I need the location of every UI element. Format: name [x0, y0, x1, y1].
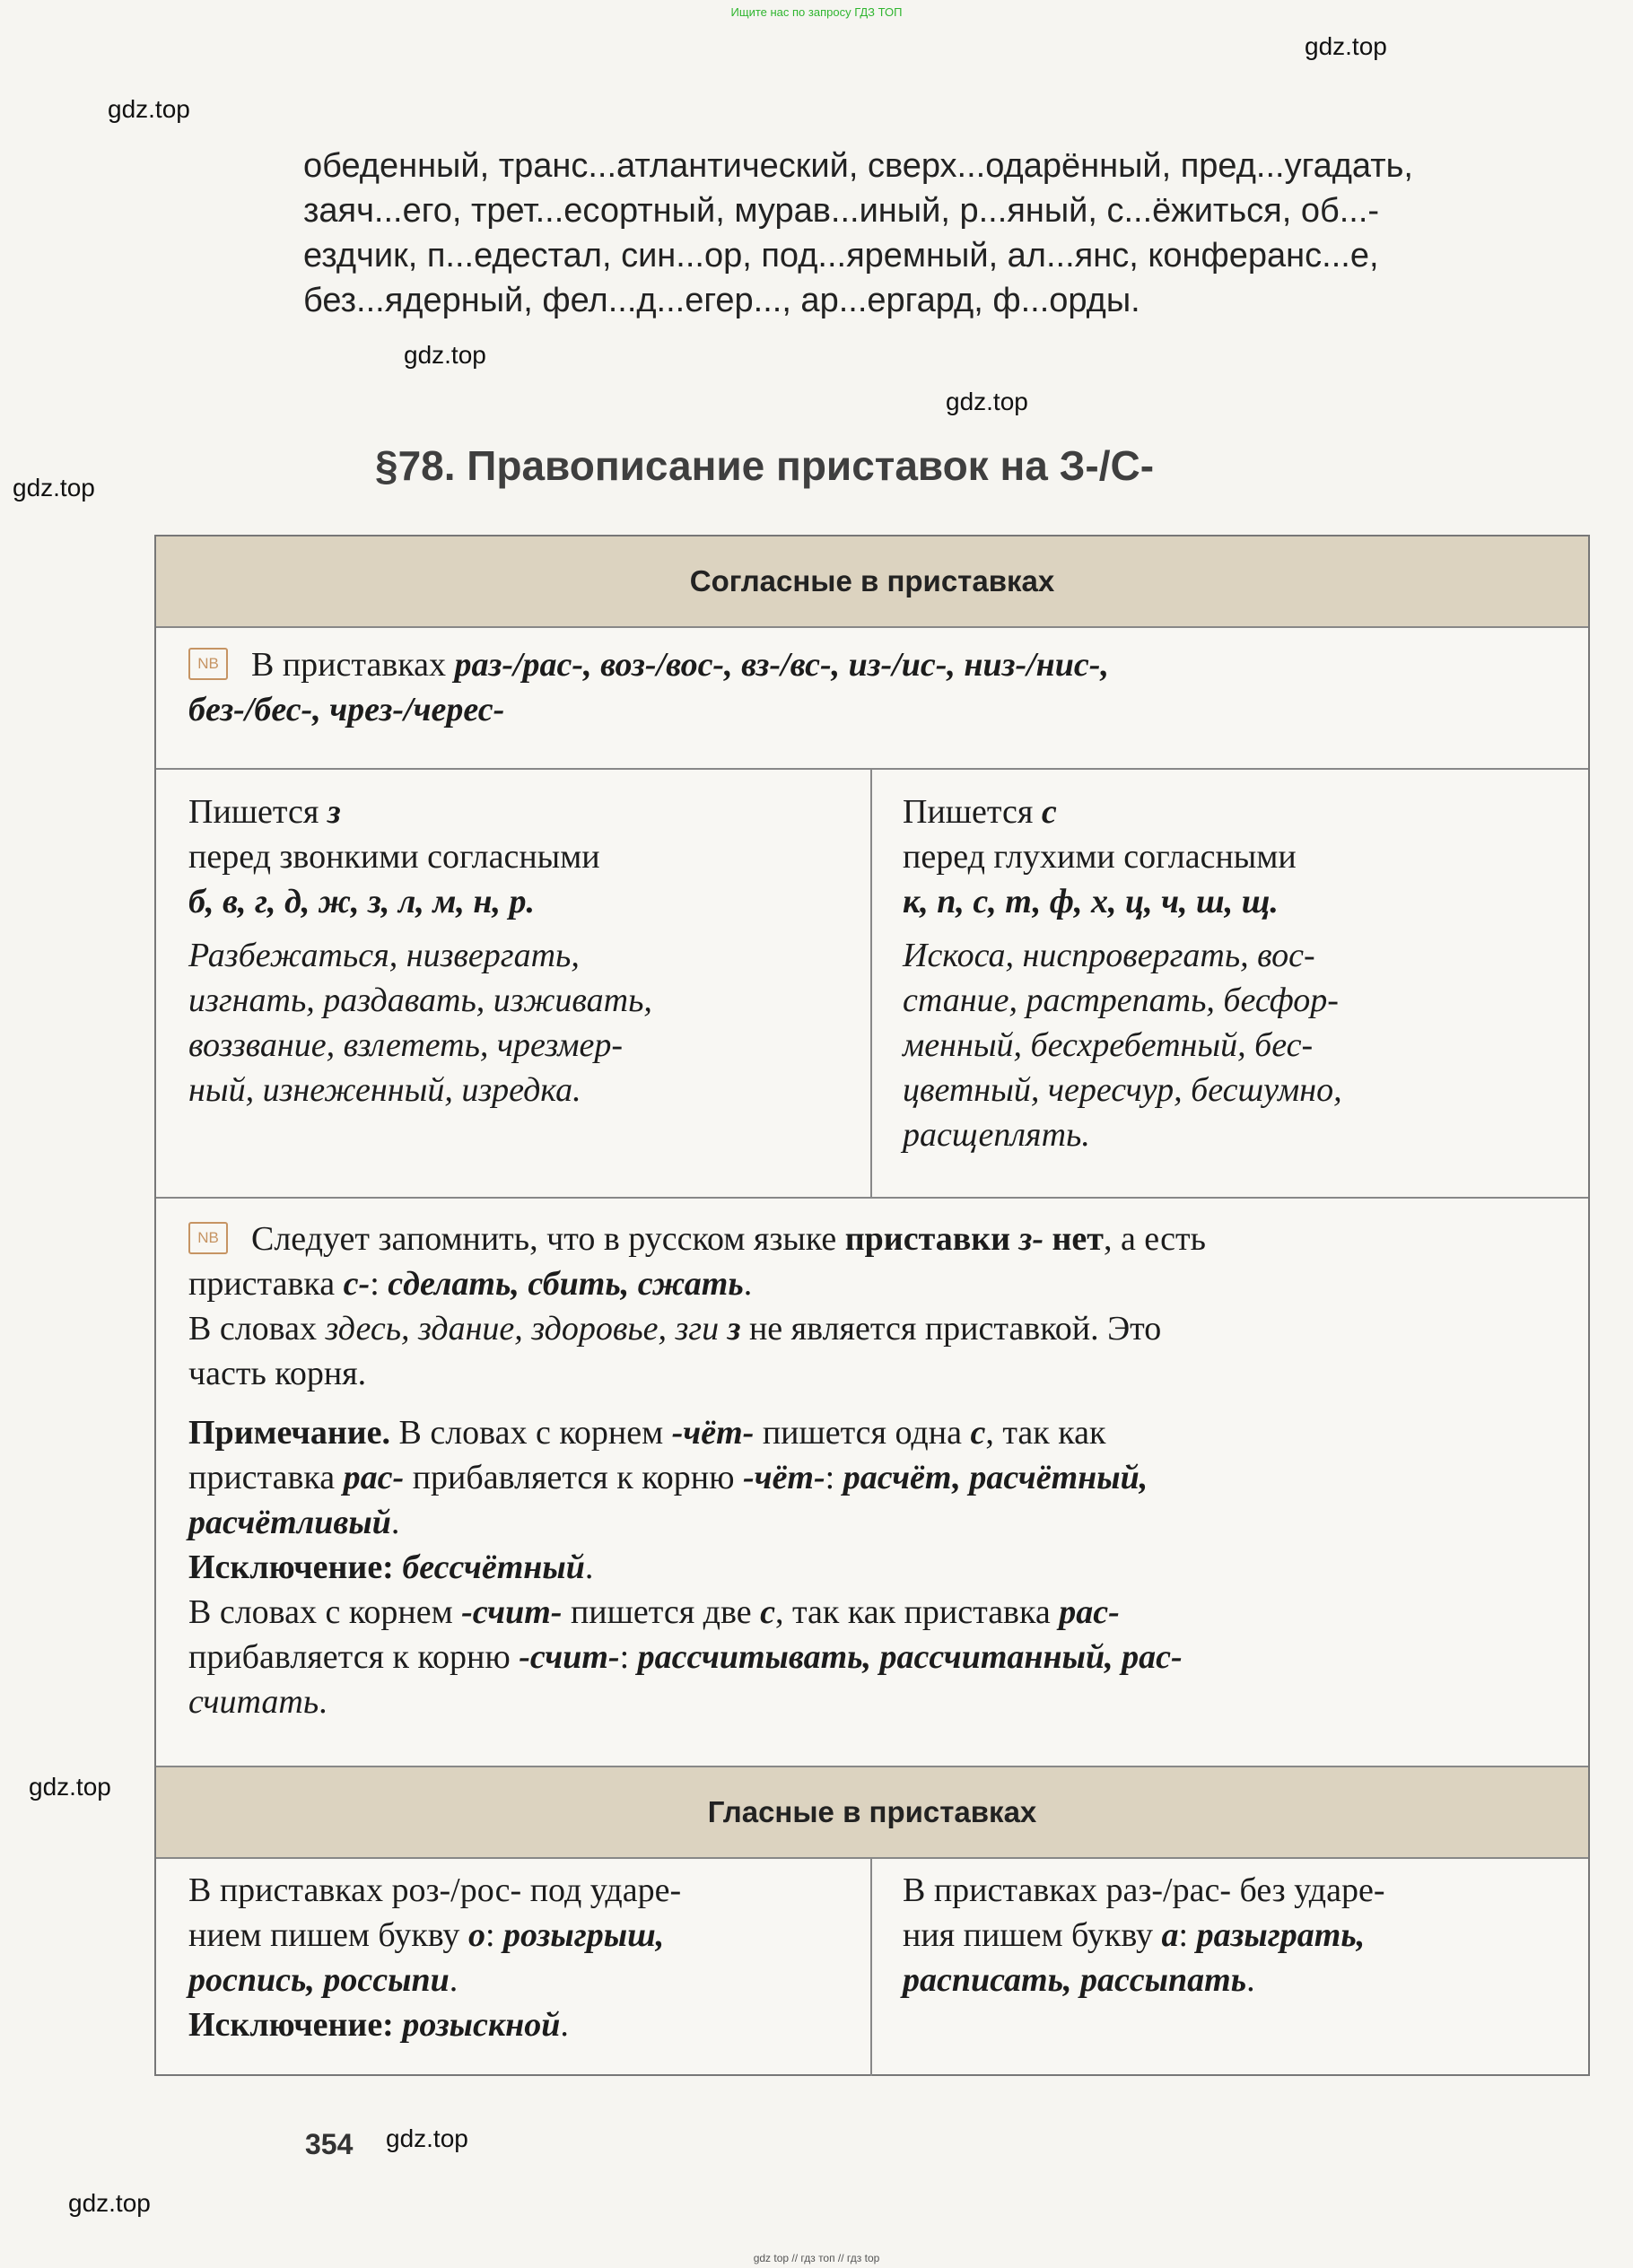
exercise-line: ездчик, п...едестал, син...ор, под...яремный, ал...янс, конферанс...е,: [303, 237, 1379, 275]
section-title: §78. Правописание приставок на З-/С-: [375, 442, 1155, 489]
bottom-note: gdz top // гдз топ // гдз top: [753, 2252, 880, 2264]
voiceless-cell: Пишется с перед глухими согласными к, п, с, т, ф, х, ц, ч, ш, щ. Искоса, ниспровергать, вос- стание, растрепать, бесфор- менный, бесхребетный, бес- цветный, чересчур, бесшумно, расщеплять.: [903, 793, 1342, 1154]
remember-cell: NB Следует запомнить, что в русском языке приставки з- нет, а есть приставка с-: сделать, сбить, сжать. В словах здесь, здание, здоровье, зги з не является приставкой. Это часть корня. Примечание. В словах с корнем -чёт- пишется одна с, так как приставка рас- прибавляется к корню -чёт-: расчёт, расчётный, расчётливый. Исключение: бессчётный. В словах с корнем -счит- пишется две с, так как приставка рас- прибавляется к корню -счит-: рассчитывать, рассчитанный, рас- считать.: [188, 1220, 1206, 1721]
exercise-line: обеденный, транс...атлантический, сверх...одарённый, пред...угадать,: [303, 147, 1413, 185]
exercise-line: без...ядерный, фел...д...егер..., ар...ергард, ф...орды.: [303, 282, 1140, 319]
watermark: gdz.top: [29, 1773, 111, 1801]
watermark: gdz.top: [1305, 32, 1387, 60]
voiced-cell: Пишется з перед звонкими согласными б, в, г, д, ж, з, л, м, н, р. Разбежаться, низвергать, изгнать, раздавать, изживать, воззвание, взлететь, чрезмер- ный, изнеженный, изредка.: [188, 793, 652, 1109]
top-note: Ищите нас по запросу ГДЗ ТОП: [730, 5, 903, 19]
unstressed-vowel-cell: В приставках раз-/рас- без ударе- ния пишем букву а: разыграть, расписать, рассыпать.: [903, 1871, 1385, 1999]
watermark: gdz.top: [404, 341, 486, 369]
vowels-header: Гласные в приставках: [156, 1766, 1588, 1859]
watermark: gdz.top: [946, 388, 1028, 415]
watermark: gdz.top: [13, 474, 95, 502]
watermark: gdz.top: [386, 2124, 468, 2152]
watermark: gdz.top: [108, 95, 190, 123]
page-number: 354: [305, 2128, 354, 2160]
exercise-line: заяч...его, трет...есортный, мурав...иный, р...яный, с...ёжиться, об...-: [303, 192, 1380, 230]
watermark: gdz.top: [68, 2189, 151, 2217]
stressed-vowel-cell: В приставках роз-/рос- под ударе- нием пишем букву о: розыгрыш, роспись, россыпи. Исключение: розыскной.: [188, 1871, 682, 2044]
exception-label: Исключение:: [188, 2006, 394, 2044]
nb-icon: NB: [188, 1222, 228, 1254]
exercise-text: [303, 144, 1595, 323]
intro-cell: NB В приставках раз-/рас-, воз-/вос-, вз-/вс-, из-/ис-, низ-/нис-, без-/бес-, чрез-/черес-: [188, 646, 1109, 728]
exception-label: Исключение:: [188, 1548, 394, 1586]
voiced-letters: б, в, г, д, ж, з, л, м, н, р.: [188, 883, 535, 920]
voiceless-letters: к, п, с, т, ф, х, ц, ч, ш, щ.: [903, 883, 1279, 920]
nb-icon: NB: [188, 648, 228, 680]
rule-table: [154, 535, 1590, 2076]
note-label: Примечание.: [188, 1414, 390, 1452]
intro-prefixes: раз-/рас-, воз-/вос-, вз-/вс-, из-/ис-, низ-/нис-,: [454, 646, 1109, 684]
consonants-header: Согласные в приставках: [156, 536, 1588, 628]
